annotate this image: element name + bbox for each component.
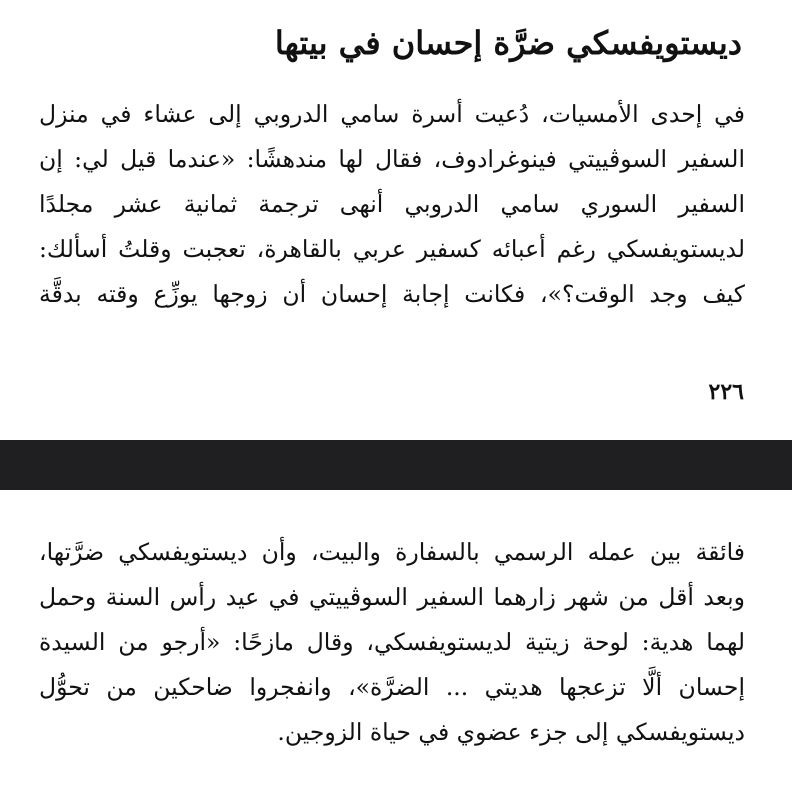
text-line: فائقة بين عمله الرسمي بالسفارة والبيت، وأن ديستويفسكي ضرَّتها، (39, 538, 745, 566)
text-line: وبعد أقل من شهر زارهما السفير السوڤييتي في عيد رأس السنة وحمل (39, 583, 745, 611)
text-line: السفير السوڤييتي فينوغرادوف، فقال لها مندهشًا: «عندما قيل لي: إن (39, 145, 745, 173)
text-line: لهما هدية: لوحة زيتية لديستويفسكي، وقال مازحًا: «أرجو من السيدة (39, 628, 745, 656)
text-line: إحسان ألَّا تزعجها هديتي ... الضرَّة»، وانفجروا ضاحكين من تحوُّل (39, 673, 745, 701)
text-line: كيف وجد الوقت؟»، فكانت إجابة إحسان أن زوجها يوزِّع وقته بدقَّة (39, 280, 745, 308)
chapter-heading: ديستويفسكي ضرَّة إحسان في بيتها (274, 24, 742, 62)
text-line: السفير السوري سامي الدروبي أنهى ترجمة ثمانية عشر مجلدًا (39, 190, 745, 218)
bottom-page (0, 490, 792, 800)
page-number: ٢٢٦ (708, 379, 744, 405)
page-separator (0, 440, 792, 490)
text-line: ديستويفسكي إلى جزء عضوي في حياة الزوجين. (277, 718, 745, 746)
text-line: لديستويفسكي رغم أعبائه كسفير عربي بالقاهرة، تعجبت وقلتُ أسألك: (39, 235, 745, 263)
text-line: في إحدى الأمسيات، دُعيت أسرة سامي الدروبي إلى عشاء في منزل (39, 100, 745, 128)
bottom-page-text (39, 530, 745, 755)
top-page-text (39, 92, 745, 317)
